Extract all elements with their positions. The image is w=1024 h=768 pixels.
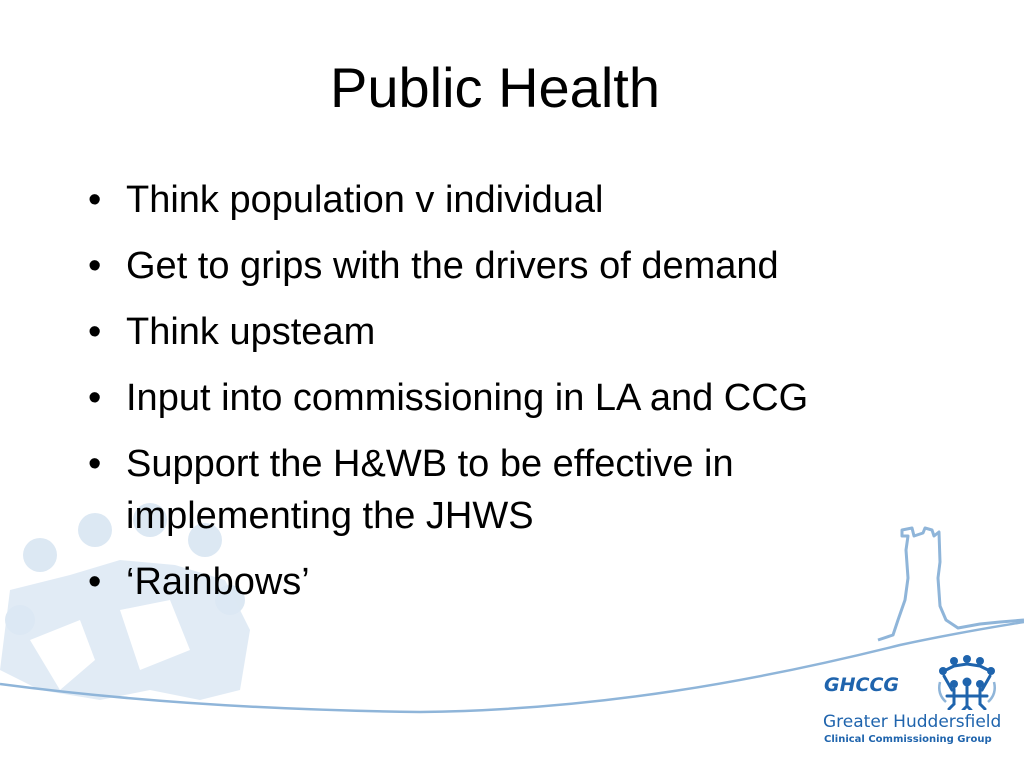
ghccg-logo bbox=[818, 652, 1018, 752]
bullet-item bbox=[88, 556, 888, 608]
bullet-text: Support the H&WB to be effective in implementing the JHWS bbox=[126, 443, 734, 537]
bullet-item bbox=[88, 174, 888, 226]
bullet-item bbox=[88, 240, 888, 292]
bullet-text: ‘Rainbows’ bbox=[126, 561, 310, 603]
logo-organisation-name: Greater Huddersfield bbox=[823, 712, 1002, 732]
bullet-item bbox=[88, 306, 888, 358]
castle-tower-icon bbox=[878, 528, 1024, 640]
bullet-symbol: • bbox=[88, 561, 102, 603]
logo-abbreviation: GHCCG bbox=[824, 674, 899, 696]
bullet-text: Think upsteam bbox=[126, 311, 376, 353]
bullet-list bbox=[88, 174, 888, 622]
bullet-text: Get to grips with the drivers of demand bbox=[126, 245, 779, 287]
bullet-item bbox=[88, 372, 888, 424]
bullet-symbol: • bbox=[88, 245, 102, 287]
bullet-symbol: • bbox=[88, 179, 102, 221]
bullet-text: Input into commissioning in LA and CCG bbox=[126, 377, 809, 419]
bullet-symbol: • bbox=[88, 377, 102, 419]
bullet-text: Think population v individual bbox=[126, 179, 604, 221]
bullet-symbol: • bbox=[88, 311, 102, 353]
people-circle-icon bbox=[934, 654, 1000, 710]
bullet-symbol: • bbox=[88, 443, 102, 485]
bullet-item bbox=[88, 438, 888, 542]
slide-title: Public Health bbox=[330, 56, 660, 119]
logo-subtitle: Clinical Commissioning Group bbox=[824, 734, 992, 745]
